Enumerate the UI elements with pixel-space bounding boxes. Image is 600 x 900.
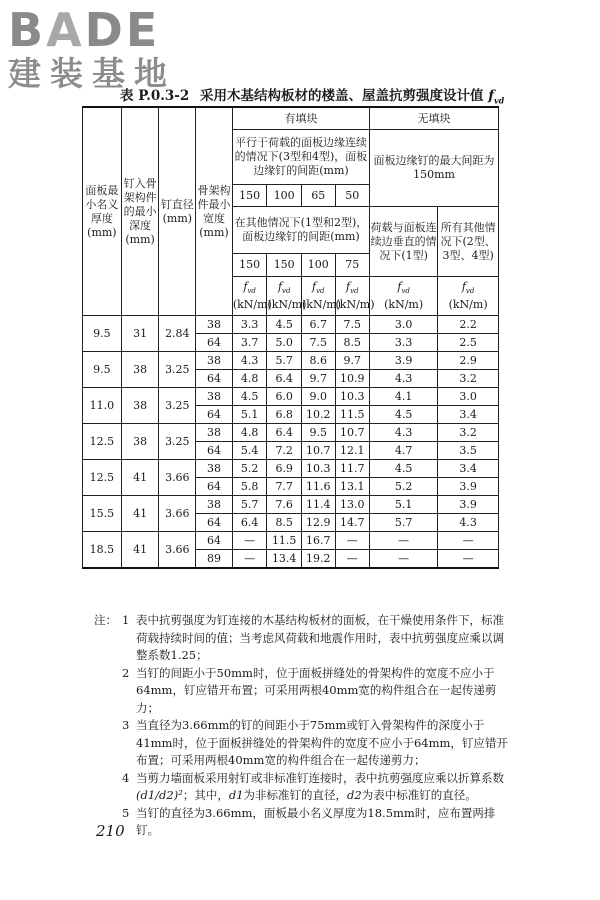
- cell-value: 4.3: [232, 352, 267, 370]
- spacing-b-2: 150: [267, 254, 302, 277]
- cell-value: 3.5: [438, 442, 499, 460]
- cell-value: 13.0: [335, 496, 370, 514]
- cell-value: 10.3: [301, 460, 335, 478]
- cell-value: —: [370, 532, 438, 550]
- cell-penetration: 41: [121, 460, 159, 496]
- cell-value: —: [335, 532, 370, 550]
- cell-value: 3.9: [438, 496, 499, 514]
- cell-value: 11.5: [267, 532, 302, 550]
- cell-diameter: 3.25: [159, 388, 196, 424]
- note-item: [94, 717, 512, 770]
- cell-value: 3.0: [438, 388, 499, 406]
- header-blocked: 有填块: [232, 107, 369, 130]
- note-text: 表中抗剪强度为钉连接的木基结构板材的面板，在干燥使用条件下，标准荷载持续时间的值；当考虑风荷载和地震作用时，表中抗剪强度应乘以调整系数1.25；: [136, 613, 504, 662]
- cell-value: 6.4: [232, 514, 267, 532]
- cell-thickness: 9.5: [83, 352, 122, 388]
- header-case-perpendicular: 荷载与面板连续边垂直的情况下(1型): [370, 207, 438, 277]
- cell-value: 7.7: [267, 478, 302, 496]
- cell-value: 3.2: [438, 370, 499, 388]
- note-item: [94, 612, 512, 665]
- cell-value: 13.1: [335, 478, 370, 496]
- cell-value: 3.4: [438, 406, 499, 424]
- cell-value: 5.0: [267, 334, 302, 352]
- cell-width: 38: [196, 352, 233, 370]
- cell-value: 5.1: [370, 496, 438, 514]
- cell-penetration: 38: [121, 424, 159, 460]
- cell-penetration: 31: [121, 316, 159, 352]
- cell-value: 5.2: [232, 460, 267, 478]
- cell-value: 9.7: [335, 352, 370, 370]
- cell-width: 64: [196, 406, 233, 424]
- table-number: 表 P.0.3-2: [120, 88, 190, 104]
- cell-value: 10.7: [335, 424, 370, 442]
- note-number: 3: [122, 718, 130, 732]
- note-number: 4: [122, 770, 130, 785]
- note-item: [94, 770, 512, 805]
- cell-value: —: [232, 532, 267, 550]
- cell-value: —: [335, 550, 370, 569]
- cell-value: 5.7: [267, 352, 302, 370]
- cell-value: —: [370, 550, 438, 569]
- header-unblocked: 无填块: [370, 107, 499, 130]
- cell-value: 6.7: [301, 316, 335, 334]
- cell-value: 6.8: [267, 406, 302, 424]
- cell-value: 5.1: [232, 406, 267, 424]
- cell-value: 6.0: [267, 388, 302, 406]
- cell-value: 11.7: [335, 460, 370, 478]
- cell-value: —: [438, 532, 499, 550]
- cell-width: 64: [196, 532, 233, 550]
- unit-cell: $f_{vd}$ (kN/m): [370, 277, 438, 316]
- spacing-a-1: 150: [232, 185, 267, 207]
- cell-diameter: 3.66: [159, 496, 196, 532]
- cell-diameter: 3.25: [159, 424, 196, 460]
- cell-value: 11.4: [301, 496, 335, 514]
- cell-value: 4.5: [370, 460, 438, 478]
- cell-value: 14.7: [335, 514, 370, 532]
- note-text: 当直径为3.66mm的钉的间距小于75mm或钉入骨架构件的深度小于41mm时，位于面板拼缝处的骨架构件的宽度不应小于64mm，钉应错开布置；可采用两根40mm宽的构件组合在一起传递剪力；: [136, 718, 508, 767]
- header-diameter: 钉直径(mm): [159, 107, 196, 316]
- cell-value: 6.4: [267, 370, 302, 388]
- table-row: [83, 316, 499, 334]
- cell-value: 3.4: [438, 460, 499, 478]
- cell-value: 6.4: [267, 424, 302, 442]
- cell-value: 4.8: [232, 424, 267, 442]
- note-item: [94, 665, 512, 718]
- cell-value: 7.5: [301, 334, 335, 352]
- cell-value: 9.0: [301, 388, 335, 406]
- cell-value: 10.9: [335, 370, 370, 388]
- unit-cell: $f_{vd}$ (kN/m): [301, 277, 335, 316]
- cell-value: 4.8: [232, 370, 267, 388]
- page-number: 210: [96, 822, 125, 840]
- cell-thickness: 15.5: [83, 496, 122, 532]
- spacing-b-4: 75: [335, 254, 370, 277]
- header-blocked-desc: 平行于荷载的面板边缘连续的情况下(3型和4型)，面板边缘钉的间距(mm): [232, 130, 369, 185]
- cell-value: 2.5: [438, 334, 499, 352]
- unit-cell: $f_{vd}$ (kN/m): [438, 277, 499, 316]
- cell-thickness: 18.5: [83, 532, 122, 569]
- table-notes: [94, 612, 512, 840]
- cell-value: 12.1: [335, 442, 370, 460]
- cell-value: 3.9: [370, 352, 438, 370]
- cell-thickness: 12.5: [83, 424, 122, 460]
- header-unblocked-desc: 面板边缘钉的最大间距为150mm: [370, 130, 499, 207]
- note-number: 5: [122, 805, 130, 820]
- cell-value: 9.7: [301, 370, 335, 388]
- spacing-b-1: 150: [232, 254, 267, 277]
- cell-value: 4.5: [370, 406, 438, 424]
- cell-value: 5.8: [232, 478, 267, 496]
- note-number: 1: [122, 613, 130, 627]
- cell-diameter: 3.25: [159, 352, 196, 388]
- table-title: 采用木基结构板材的楼盖、屋盖抗剪强度设计值: [200, 88, 484, 104]
- cell-value: 5.7: [370, 514, 438, 532]
- cell-value: 9.5: [301, 424, 335, 442]
- cell-value: 16.7: [301, 532, 335, 550]
- cell-value: 4.1: [370, 388, 438, 406]
- spacing-a-3: 65: [301, 185, 335, 207]
- cell-thickness: 12.5: [83, 460, 122, 496]
- cell-value: 10.3: [335, 388, 370, 406]
- spacing-b-3: 100: [301, 254, 335, 277]
- cell-width: 38: [196, 460, 233, 478]
- table-symbol: $f_{vd}$: [488, 88, 505, 106]
- cell-value: 4.7: [370, 442, 438, 460]
- cell-penetration: 38: [121, 352, 159, 388]
- cell-value: 11.5: [335, 406, 370, 424]
- cell-penetration: 38: [121, 388, 159, 424]
- cell-width: 64: [196, 514, 233, 532]
- cell-value: 11.6: [301, 478, 335, 496]
- cell-width: 38: [196, 424, 233, 442]
- header-thickness: 面板最小名义厚度(mm): [83, 107, 122, 316]
- cell-value: 6.9: [267, 460, 302, 478]
- cell-penetration: 41: [121, 496, 159, 532]
- unit-cell: $f_{vd}$ (kN/m): [267, 277, 302, 316]
- cell-value: —: [438, 550, 499, 569]
- note-item: [94, 805, 512, 840]
- table-caption: [120, 84, 504, 106]
- cell-value: 10.7: [301, 442, 335, 460]
- watermark-logo: [8, 3, 176, 93]
- header-other-desc: 在其他情况下(1型和2型)，面板边缘钉的间距(mm): [232, 207, 369, 254]
- header-width: 骨架构件最小宽度(mm): [196, 107, 233, 316]
- cell-value: 8.5: [335, 334, 370, 352]
- cell-value: 5.4: [232, 442, 267, 460]
- cell-value: 3.9: [438, 478, 499, 496]
- cell-value: 7.5: [335, 316, 370, 334]
- cell-value: 4.3: [370, 424, 438, 442]
- cell-value: 19.2: [301, 550, 335, 569]
- cell-penetration: 41: [121, 532, 159, 569]
- note-text: 当钉的间距小于50mm时，位于面板拼缝处的骨架构件的宽度不应小于64mm，钉应错开布置；可采用两根40mm宽的构件组合在一起传递剪力；: [136, 665, 497, 715]
- cell-diameter: 3.66: [159, 460, 196, 496]
- cell-value: 10.2: [301, 406, 335, 424]
- cell-value: 7.2: [267, 442, 302, 460]
- cell-value: 3.2: [438, 424, 499, 442]
- table-row: [83, 460, 499, 478]
- unit-cell: $f_{vd}$ (kN/m): [335, 277, 370, 316]
- cell-value: 13.4: [267, 550, 302, 569]
- cell-width: 89: [196, 550, 233, 569]
- cell-width: 64: [196, 442, 233, 460]
- cell-thickness: 9.5: [83, 316, 122, 352]
- note-text: 当剪力墙面板采用射钉或非标准钉连接时，表中抗剪强度应乘以折算系数(d1/d2)²；其中，d1为非标准钉的直径，d2为表中标准钉的直径。: [136, 770, 504, 802]
- cell-width: 64: [196, 370, 233, 388]
- cell-value: 3.7: [232, 334, 267, 352]
- table-row: [83, 532, 499, 550]
- note-text: 当钉的直径为3.66mm，面板最小名义厚度为18.5mm时，应布置两排钉。: [136, 805, 496, 837]
- cell-width: 38: [196, 388, 233, 406]
- cell-value: 4.3: [438, 514, 499, 532]
- cell-value: 5.2: [370, 478, 438, 496]
- notes-label: 注：: [94, 613, 117, 627]
- cell-value: 3.0: [370, 316, 438, 334]
- cell-value: 2.9: [438, 352, 499, 370]
- cell-width: 64: [196, 478, 233, 496]
- cell-value: —: [232, 550, 267, 569]
- cell-value: 8.5: [267, 514, 302, 532]
- cell-value: 3.3: [370, 334, 438, 352]
- cell-value: 7.6: [267, 496, 302, 514]
- spacing-a-2: 100: [267, 185, 302, 207]
- logo-wordmark: BADE: [8, 3, 161, 57]
- header-penetration: 钉入骨架构件的最小深度(mm): [121, 107, 159, 316]
- cell-value: 12.9: [301, 514, 335, 532]
- note-number: 2: [122, 665, 130, 680]
- spacing-a-4: 50: [335, 185, 370, 207]
- table-row: [83, 388, 499, 406]
- table-row: [83, 496, 499, 514]
- shear-strength-table: [82, 106, 499, 569]
- cell-diameter: 2.84: [159, 316, 196, 352]
- cell-value: 5.7: [232, 496, 267, 514]
- table-row: [83, 424, 499, 442]
- cell-value: 4.5: [232, 388, 267, 406]
- cell-value: 4.5: [267, 316, 302, 334]
- unit-cell: $f_{vd}$ (kN/m): [232, 277, 267, 316]
- cell-value: 2.2: [438, 316, 499, 334]
- logo-subtitle: 建装基地: [8, 54, 176, 93]
- table-row: [83, 352, 499, 370]
- cell-thickness: 11.0: [83, 388, 122, 424]
- header-case-other: 所有其他情况下(2型、3型、4型): [438, 207, 499, 277]
- cell-value: 3.3: [232, 316, 267, 334]
- cell-diameter: 3.66: [159, 532, 196, 569]
- cell-width: 38: [196, 316, 233, 334]
- cell-width: 64: [196, 334, 233, 352]
- cell-value: 8.6: [301, 352, 335, 370]
- cell-value: 4.3: [370, 370, 438, 388]
- cell-width: 38: [196, 496, 233, 514]
